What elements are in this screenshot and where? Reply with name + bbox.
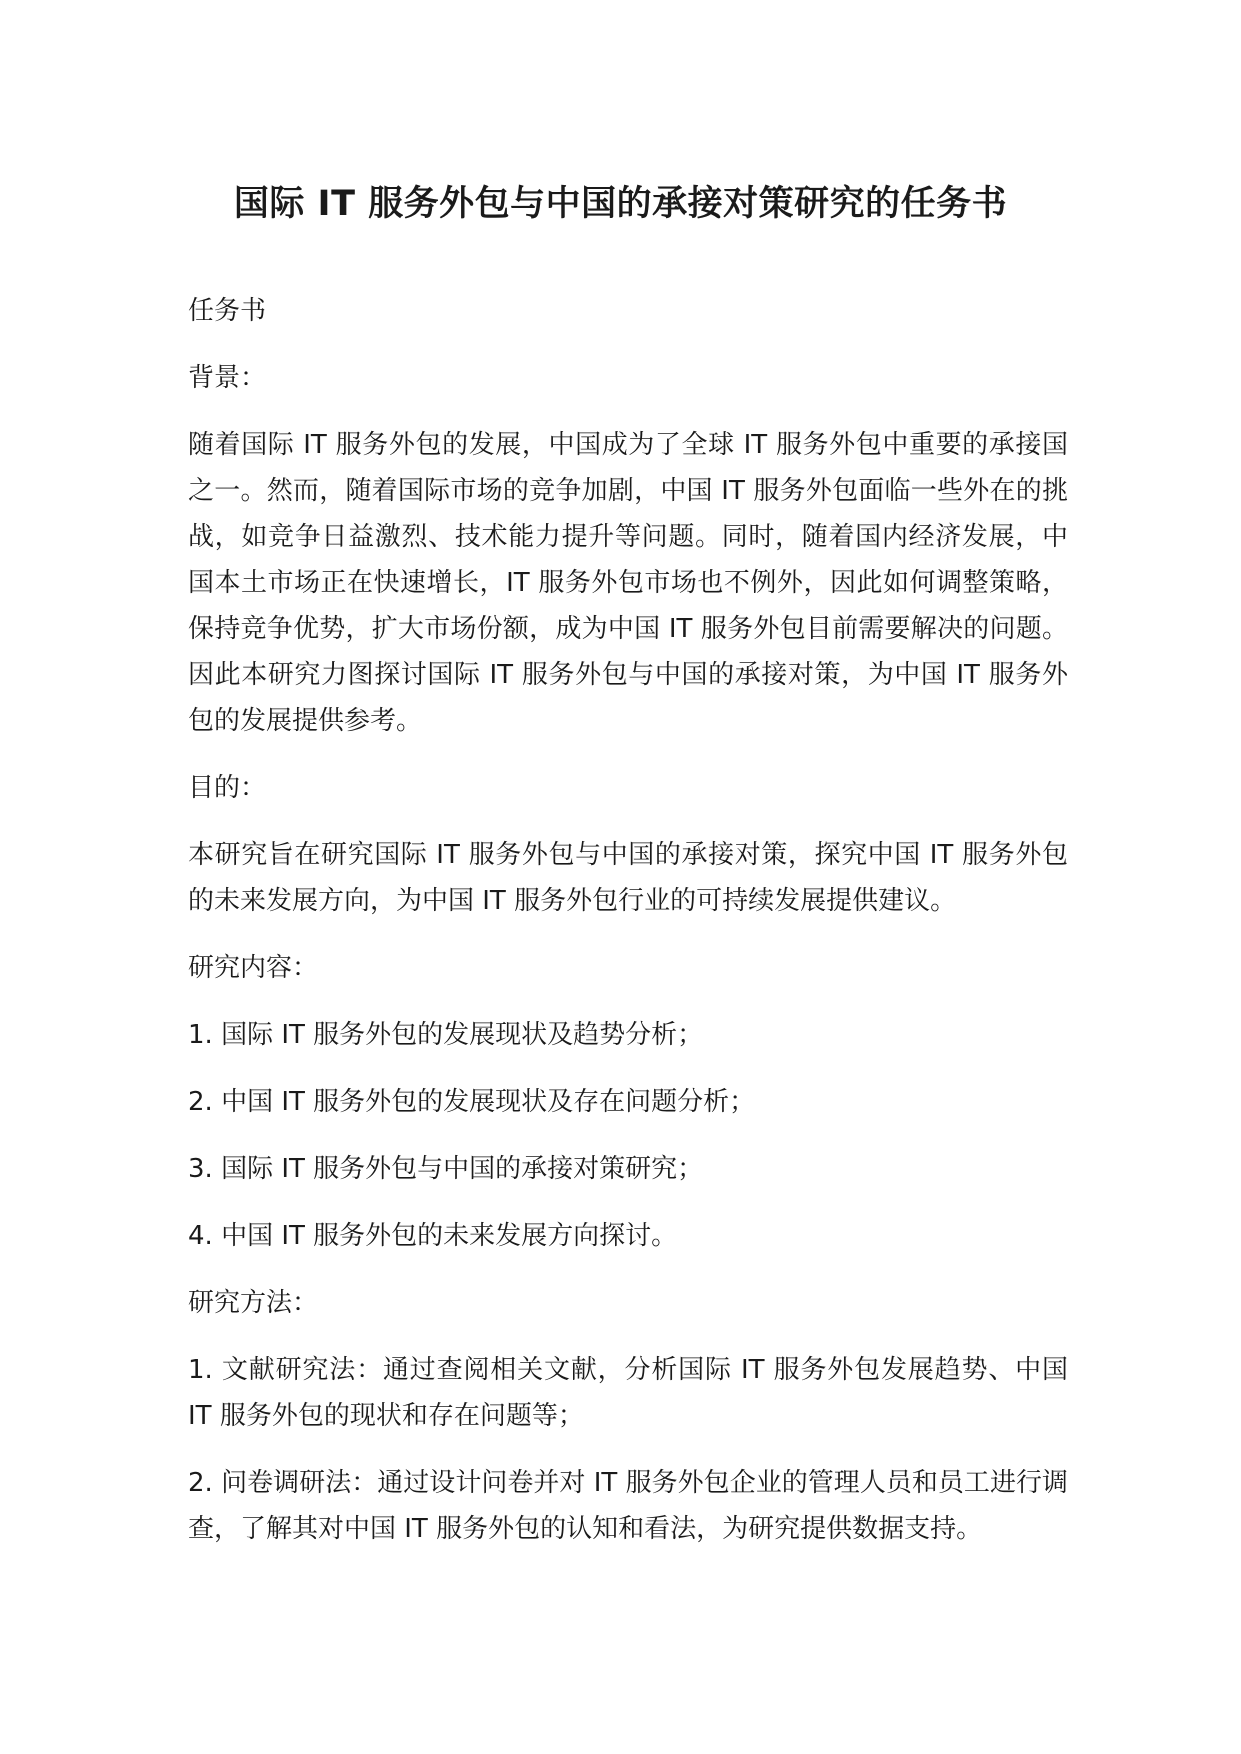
content-item-2: 2. 中国 IT 服务外包的发展现状及存在问题分析； — [188, 1087, 756, 1117]
heading-research-method: 研究方法： — [188, 1288, 319, 1318]
document-body — [188, 288, 1068, 1573]
method-item-2: 2. 问卷调研法：通过设计问卷并对 IT 服务外包企业的管理人员和员工进行调查，了解其对中国 IT 服务外包的认知和看法，为研究提供数据支持。 — [188, 1468, 1068, 1544]
content-item-4: 4. 中国 IT 服务外包的未来发展方向探讨。 — [188, 1221, 678, 1251]
heading-research-content: 研究内容： — [188, 953, 319, 983]
document-title: 国际 IT 服务外包与中国的承接对策研究的任务书 — [233, 184, 1008, 224]
purpose-paragraph: 本研究旨在研究国际 IT 服务外包与中国的承接对策，探究中国 IT 服务外包的未来发展方向，为中国 IT 服务外包行业的可持续发展提供建议。 — [188, 840, 1068, 916]
content-item-1: 1. 国际 IT 服务外包的发展现状及趋势分析； — [188, 1020, 704, 1050]
content-item-3: 3. 国际 IT 服务外包与中国的承接对策研究； — [188, 1154, 704, 1184]
background-paragraph: 随着国际 IT 服务外包的发展，中国成为了全球 IT 服务外包中重要的承接国之一。然而，随着国际市场的竞争加剧，中国 IT 服务外包面临一些外在的挑战，如竞争日益激烈、技术能力提升等问题。同时，随着国内经济发展，中国本土市场正在快速增长，IT 服务外包市场也不例外，因此如何调整策略，保持竞争优势，扩大市场份额，成为中国 IT 服务外包目前需要解决的问题。因此本研究力图探讨国际 IT 服务外包与中国的承接对策，为中国 IT 服务外包的发展提供参考。 — [188, 430, 1068, 736]
heading-purpose: 目的： — [188, 773, 267, 803]
heading-task-book: 任务书 — [188, 296, 267, 326]
heading-background: 背景： — [188, 363, 267, 393]
method-item-1: 1. 文献研究法：通过查阅相关文献，分析国际 IT 服务外包发展趋势、中国 IT 服务外包的现状和存在问题等； — [188, 1355, 1068, 1431]
